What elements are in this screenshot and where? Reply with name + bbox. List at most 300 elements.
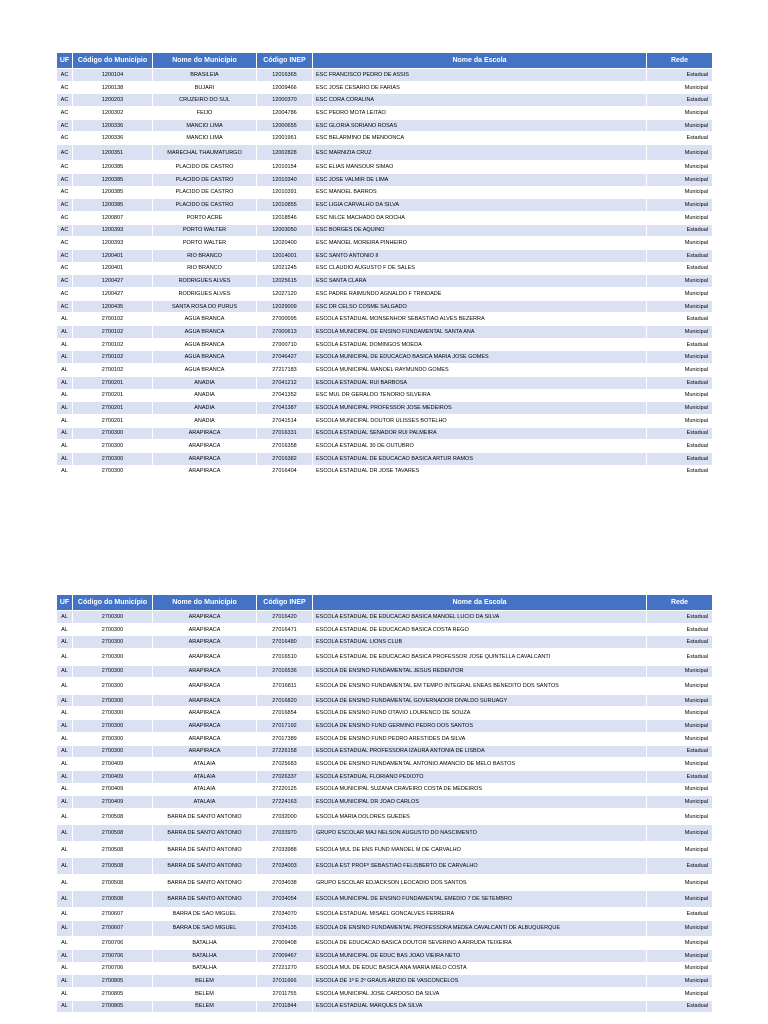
cell-uf: AL bbox=[57, 465, 73, 478]
cell-codigo-inep: 27041352 bbox=[257, 389, 313, 402]
cell-rede: Municipal bbox=[647, 145, 713, 161]
cell-nome-municipio: ANADIA bbox=[153, 414, 257, 427]
cell-nome-municipio: ARAPIRACA bbox=[153, 440, 257, 453]
cell-rede: Municipal bbox=[647, 186, 713, 199]
cell-rede: Estadual bbox=[647, 132, 713, 145]
cell-codigo-inep: 27032000 bbox=[257, 808, 313, 825]
cell-rede: Estadual bbox=[647, 313, 713, 326]
cell-codigo-inep: 27016854 bbox=[257, 707, 313, 720]
cell-nome-escola: ESCOLA DE ENSINO FUNDAMENTAL PROFESSORA MEDEA CAVALCANTI DE ALBUQUERQUE bbox=[313, 920, 647, 937]
table-row bbox=[57, 465, 713, 478]
cell-nome-municipio: ARAPIRACA bbox=[153, 678, 257, 695]
cell-uf: AL bbox=[57, 907, 73, 920]
cell-nome-escola: ESC ELIAS MANSOUR SIMAO bbox=[313, 161, 647, 174]
table-row bbox=[57, 758, 713, 771]
cell-codigo-municipio: 2700102 bbox=[73, 351, 153, 364]
cell-rede: Municipal bbox=[647, 300, 713, 313]
cell-nome-municipio: BARRA DE SANTO ANTONIO bbox=[153, 825, 257, 842]
cell-nome-municipio: BELEM bbox=[153, 1000, 257, 1013]
cell-codigo-inep: 27011844 bbox=[257, 1000, 313, 1013]
table-row bbox=[57, 199, 713, 212]
cell-codigo-inep: 12010154 bbox=[257, 161, 313, 174]
cell-nome-municipio: PLACIDO DE CASTRO bbox=[153, 161, 257, 174]
cell-uf: AL bbox=[57, 874, 73, 891]
header-nome-municipio: Nome do Município bbox=[153, 595, 257, 611]
cell-rede: Municipal bbox=[647, 808, 713, 825]
cell-uf: AL bbox=[57, 402, 73, 415]
cell-nome-municipio: AGUA BRANCA bbox=[153, 326, 257, 339]
cell-codigo-municipio: 2700300 bbox=[73, 611, 153, 624]
cell-nome-municipio: ARAPIRACA bbox=[153, 623, 257, 636]
cell-uf: AC bbox=[57, 161, 73, 174]
cell-nome-municipio: ANADIA bbox=[153, 402, 257, 415]
cell-nome-escola: ESCOLA MUNICIPAL DE EDUCACAO BASICA MARIA JOSE GOMES bbox=[313, 351, 647, 364]
table-row bbox=[57, 300, 713, 313]
cell-codigo-inep: 12010391 bbox=[257, 186, 313, 199]
cell-codigo-municipio: 1200302 bbox=[73, 107, 153, 120]
cell-nome-escola: ESC DR CELSO COSME SALGADO bbox=[313, 300, 647, 313]
cell-codigo-inep: 27000710 bbox=[257, 338, 313, 351]
cell-nome-escola: ESC BELARMINO DE MENDONCA bbox=[313, 132, 647, 145]
cell-nome-escola: ESC MANOEL BARROS bbox=[313, 186, 647, 199]
cell-codigo-municipio: 2700409 bbox=[73, 758, 153, 771]
cell-nome-municipio: RIO BRANCO bbox=[153, 262, 257, 275]
cell-codigo-municipio: 2700201 bbox=[73, 414, 153, 427]
cell-nome-municipio: ARAPIRACA bbox=[153, 649, 257, 666]
cell-nome-municipio: BARRA DE SANTO ANTONIO bbox=[153, 858, 257, 875]
cell-uf: AC bbox=[57, 107, 73, 120]
cell-nome-escola: ESC FRANCISCO PEDRO DE ASSIS bbox=[313, 69, 647, 82]
cell-uf: AL bbox=[57, 858, 73, 875]
cell-codigo-inep: 12010340 bbox=[257, 173, 313, 186]
cell-codigo-municipio: 2700409 bbox=[73, 783, 153, 796]
table-row bbox=[57, 962, 713, 975]
cell-uf: AC bbox=[57, 69, 73, 82]
cell-nome-municipio: CRUZEIRO DO SUL bbox=[153, 94, 257, 107]
cell-codigo-inep: 12009466 bbox=[257, 81, 313, 94]
cell-codigo-municipio: 2700300 bbox=[73, 623, 153, 636]
cell-uf: AL bbox=[57, 364, 73, 377]
table-row bbox=[57, 732, 713, 745]
cell-codigo-municipio: 2700607 bbox=[73, 907, 153, 920]
cell-rede: Municipal bbox=[647, 962, 713, 975]
cell-nome-municipio: BELEM bbox=[153, 987, 257, 1000]
cell-codigo-municipio: 2700300 bbox=[73, 649, 153, 666]
cell-nome-municipio: ARAPIRACA bbox=[153, 720, 257, 733]
cell-codigo-municipio: 2700508 bbox=[73, 841, 153, 858]
cell-nome-escola: ESC JOSE CESARIO DE FARIAS bbox=[313, 81, 647, 94]
cell-codigo-inep: 27016420 bbox=[257, 611, 313, 624]
cell-nome-escola: GRUPO ESCOLAR MAJ NELSON AUGUSTO DO NASCIMENTO bbox=[313, 825, 647, 842]
cell-codigo-inep: 27011755 bbox=[257, 987, 313, 1000]
cell-codigo-inep: 27016331 bbox=[257, 427, 313, 440]
table-row bbox=[57, 81, 713, 94]
table-row bbox=[57, 275, 713, 288]
cell-rede: Estadual bbox=[647, 262, 713, 275]
table-row bbox=[57, 389, 713, 402]
cell-rede: Municipal bbox=[647, 920, 713, 937]
cell-nome-municipio: PLACIDO DE CASTRO bbox=[153, 186, 257, 199]
cell-nome-escola: ESCOLA ESTADUAL RUI BARBOSA bbox=[313, 376, 647, 389]
cell-codigo-municipio: 1200807 bbox=[73, 211, 153, 224]
cell-codigo-inep: 27026337 bbox=[257, 770, 313, 783]
cell-codigo-municipio: 1200385 bbox=[73, 199, 153, 212]
cell-nome-escola: ESCOLA ESTADUAL DE EDUCACAO BASICA PROFESSOR JOSE QUINTELLA CAVALCANTI bbox=[313, 649, 647, 666]
cell-nome-escola: ESC GLORIA SORIANO ROSAS bbox=[313, 119, 647, 132]
table-row bbox=[57, 440, 713, 453]
cell-rede: Estadual bbox=[647, 452, 713, 465]
cell-codigo-inep: 27033988 bbox=[257, 841, 313, 858]
cell-rede: Municipal bbox=[647, 720, 713, 733]
cell-rede: Estadual bbox=[647, 611, 713, 624]
cell-nome-escola: ESC PADRE RAIMUNDO AGNALDO F TRINDADE bbox=[313, 288, 647, 301]
cell-uf: AL bbox=[57, 338, 73, 351]
cell-nome-municipio: BATALHA bbox=[153, 937, 257, 950]
cell-codigo-municipio: 2700300 bbox=[73, 720, 153, 733]
cell-codigo-inep: 12029009 bbox=[257, 300, 313, 313]
table-row bbox=[57, 132, 713, 145]
cell-rede: Estadual bbox=[647, 376, 713, 389]
cell-codigo-municipio: 2700706 bbox=[73, 962, 153, 975]
cell-codigo-municipio: 2700102 bbox=[73, 364, 153, 377]
table-row bbox=[57, 783, 713, 796]
header-nome-escola: Nome da Escola bbox=[313, 595, 647, 611]
table-row bbox=[57, 920, 713, 937]
cell-codigo-municipio: 1200104 bbox=[73, 69, 153, 82]
cell-nome-escola: ESCOLA MUNICIPAL JOSE CARDOSO DA SILVA bbox=[313, 987, 647, 1000]
cell-uf: AL bbox=[57, 623, 73, 636]
table-row bbox=[57, 611, 713, 624]
cell-rede: Estadual bbox=[647, 649, 713, 666]
cell-nome-escola: ESCOLA ESTADUAL DE EDUCACAO BASICA ARTUR RAMOS bbox=[313, 452, 647, 465]
cell-nome-municipio: AGUA BRANCA bbox=[153, 351, 257, 364]
table-row bbox=[57, 770, 713, 783]
cell-uf: AL bbox=[57, 732, 73, 745]
cell-uf: AL bbox=[57, 313, 73, 326]
cell-nome-municipio: BUJARI bbox=[153, 81, 257, 94]
table-row bbox=[57, 1000, 713, 1013]
header-rede: Rede bbox=[647, 53, 713, 69]
table-row bbox=[57, 975, 713, 988]
cell-nome-municipio: MANCIO LIMA bbox=[153, 132, 257, 145]
cell-nome-municipio: BARRA DE SANTO ANTONIO bbox=[153, 841, 257, 858]
cell-codigo-municipio: 2700409 bbox=[73, 796, 153, 809]
cell-nome-municipio: SANTA ROSA DO PURUS bbox=[153, 300, 257, 313]
table-row bbox=[57, 224, 713, 237]
table-row bbox=[57, 891, 713, 908]
cell-codigo-municipio: 2700300 bbox=[73, 427, 153, 440]
cell-nome-municipio: ARAPIRACA bbox=[153, 732, 257, 745]
cell-rede: Municipal bbox=[647, 732, 713, 745]
cell-rede: Municipal bbox=[647, 402, 713, 415]
cell-nome-municipio: ARAPIRACA bbox=[153, 745, 257, 758]
cell-nome-municipio: ANADIA bbox=[153, 376, 257, 389]
cell-uf: AL bbox=[57, 389, 73, 402]
cell-uf: AL bbox=[57, 452, 73, 465]
cell-codigo-inep: 27017389 bbox=[257, 732, 313, 745]
cell-nome-municipio: ANADIA bbox=[153, 389, 257, 402]
cell-uf: AL bbox=[57, 665, 73, 678]
cell-codigo-municipio: 1200385 bbox=[73, 161, 153, 174]
cell-codigo-inep: 27016510 bbox=[257, 649, 313, 666]
cell-uf: AL bbox=[57, 611, 73, 624]
cell-nome-escola: ESCOLA ESTADUAL DR JOSE TAVARES bbox=[313, 465, 647, 478]
cell-nome-escola: ESCOLA MUL DE ENS FUND MANOEL M DE CARVALHO bbox=[313, 841, 647, 858]
cell-nome-municipio: BARRA DE SAO MIGUEL bbox=[153, 907, 257, 920]
cell-uf: AC bbox=[57, 224, 73, 237]
cell-codigo-municipio: 2700607 bbox=[73, 920, 153, 937]
cell-uf: AC bbox=[57, 199, 73, 212]
cell-nome-escola: ESC MARNIZIA CRUZ bbox=[313, 145, 647, 161]
cell-codigo-inep: 27034054 bbox=[257, 891, 313, 908]
table-row bbox=[57, 427, 713, 440]
cell-nome-municipio: ARAPIRACA bbox=[153, 427, 257, 440]
cell-codigo-inep: 27034003 bbox=[257, 858, 313, 875]
cell-codigo-inep: 27009408 bbox=[257, 937, 313, 950]
cell-nome-municipio: BARRA DE SANTO ANTONIO bbox=[153, 891, 257, 908]
cell-uf: AC bbox=[57, 81, 73, 94]
cell-rede: Municipal bbox=[647, 199, 713, 212]
cell-nome-municipio: PORTO WALTER bbox=[153, 237, 257, 250]
cell-uf: AL bbox=[57, 678, 73, 695]
cell-nome-escola: GRUPO ESCOLAR EDJACKSON LEOCADIO DOS SANTOS bbox=[313, 874, 647, 891]
cell-codigo-inep: 27011666 bbox=[257, 975, 313, 988]
cell-codigo-municipio: 1200203 bbox=[73, 94, 153, 107]
cell-rede: Municipal bbox=[647, 665, 713, 678]
cell-uf: AL bbox=[57, 783, 73, 796]
table-row bbox=[57, 678, 713, 695]
table-row bbox=[57, 237, 713, 250]
cell-nome-municipio: RIO BRANCO bbox=[153, 249, 257, 262]
cell-nome-municipio: ARAPIRACA bbox=[153, 611, 257, 624]
cell-codigo-inep: 27016820 bbox=[257, 694, 313, 707]
cell-rede: Estadual bbox=[647, 249, 713, 262]
cell-codigo-municipio: 2700102 bbox=[73, 313, 153, 326]
header-codigo-inep: Código INEP bbox=[257, 53, 313, 69]
cell-nome-municipio: ATALAIA bbox=[153, 770, 257, 783]
cell-nome-municipio: BARRA DE SANTO ANTONIO bbox=[153, 874, 257, 891]
cell-uf: AL bbox=[57, 649, 73, 666]
cell-codigo-inep: 27017192 bbox=[257, 720, 313, 733]
cell-uf: AL bbox=[57, 796, 73, 809]
cell-codigo-inep: 12016365 bbox=[257, 69, 313, 82]
table-row bbox=[57, 94, 713, 107]
header-codigo-municipio: Código do Município bbox=[73, 595, 153, 611]
cell-uf: AC bbox=[57, 262, 73, 275]
cell-rede: Municipal bbox=[647, 107, 713, 120]
table-row bbox=[57, 186, 713, 199]
cell-nome-escola: ESCOLA DE 1º E 2º GRAUS ARIZIO DE VASCONCELOS bbox=[313, 975, 647, 988]
cell-codigo-municipio: 2700300 bbox=[73, 452, 153, 465]
cell-nome-municipio: BATALHA bbox=[153, 949, 257, 962]
cell-nome-escola: ESC MANOEL MOREIRA PINHEIRO bbox=[313, 237, 647, 250]
table-row bbox=[57, 636, 713, 649]
header-nome-municipio: Nome do Município bbox=[153, 53, 257, 69]
cell-rede: Municipal bbox=[647, 949, 713, 962]
cell-rede: Municipal bbox=[647, 694, 713, 707]
cell-rede: Estadual bbox=[647, 338, 713, 351]
table-row bbox=[57, 288, 713, 301]
cell-nome-municipio: AGUA BRANCA bbox=[153, 313, 257, 326]
cell-rede: Municipal bbox=[647, 937, 713, 950]
cell-codigo-municipio: 1200336 bbox=[73, 132, 153, 145]
cell-uf: AL bbox=[57, 841, 73, 858]
cell-codigo-municipio: 2700300 bbox=[73, 465, 153, 478]
cell-rede: Estadual bbox=[647, 745, 713, 758]
cell-codigo-inep: 27217183 bbox=[257, 364, 313, 377]
cell-nome-escola: ESCOLA ESTADUAL DOMINGOS MOEDA bbox=[313, 338, 647, 351]
cell-codigo-municipio: 1200427 bbox=[73, 275, 153, 288]
cell-nome-escola: ESCOLA DE ENSINO FUND GERMINO PEDRO DOS SANTOS bbox=[313, 720, 647, 733]
table-row bbox=[57, 907, 713, 920]
schools-table-1 bbox=[56, 52, 713, 478]
cell-codigo-municipio: 2700300 bbox=[73, 732, 153, 745]
cell-nome-municipio: AGUA BRANCA bbox=[153, 364, 257, 377]
cell-uf: AL bbox=[57, 758, 73, 771]
cell-codigo-inep: 27221270 bbox=[257, 962, 313, 975]
cell-nome-escola: ESCOLA ESTADUAL MISAEL GONCALVES FERREIRA bbox=[313, 907, 647, 920]
cell-codigo-inep: 12002828 bbox=[257, 145, 313, 161]
cell-uf: AC bbox=[57, 249, 73, 262]
cell-rede: Municipal bbox=[647, 874, 713, 891]
cell-codigo-municipio: 2700300 bbox=[73, 665, 153, 678]
cell-rede: Municipal bbox=[647, 796, 713, 809]
cell-uf: AL bbox=[57, 414, 73, 427]
cell-nome-municipio: MARECHAL THAUMATURGO bbox=[153, 145, 257, 161]
cell-uf: AL bbox=[57, 949, 73, 962]
cell-nome-escola: ESC JOSE VALMIR DE LIMA bbox=[313, 173, 647, 186]
cell-nome-municipio: FEIJO bbox=[153, 107, 257, 120]
cell-nome-escola: ESCOLA DE ENSINO FUNDAMENTAL JESUS REDENTOR bbox=[313, 665, 647, 678]
cell-codigo-municipio: 2700102 bbox=[73, 338, 153, 351]
cell-nome-municipio: BATALHA bbox=[153, 962, 257, 975]
cell-nome-escola: ESCOLA DE ENSINO FUNDAMENTAL GOVERNADOR DIVALDO SURUAGY bbox=[313, 694, 647, 707]
cell-rede: Estadual bbox=[647, 623, 713, 636]
cell-rede: Municipal bbox=[647, 326, 713, 339]
cell-codigo-inep: 27226158 bbox=[257, 745, 313, 758]
header-uf: UF bbox=[57, 53, 73, 69]
cell-codigo-inep: 27041387 bbox=[257, 402, 313, 415]
cell-codigo-municipio: 2700409 bbox=[73, 770, 153, 783]
cell-rede: Estadual bbox=[647, 858, 713, 875]
cell-uf: AC bbox=[57, 132, 73, 145]
cell-uf: AL bbox=[57, 636, 73, 649]
cell-uf: AC bbox=[57, 145, 73, 161]
cell-rede: Estadual bbox=[647, 770, 713, 783]
cell-nome-municipio: PORTO ACRE bbox=[153, 211, 257, 224]
cell-uf: AL bbox=[57, 720, 73, 733]
table-row bbox=[57, 211, 713, 224]
table-row bbox=[57, 987, 713, 1000]
cell-rede: Municipal bbox=[647, 351, 713, 364]
cell-rede: Municipal bbox=[647, 173, 713, 186]
cell-rede: Estadual bbox=[647, 224, 713, 237]
cell-codigo-inep: 12018546 bbox=[257, 211, 313, 224]
cell-rede: Municipal bbox=[647, 119, 713, 132]
cell-nome-municipio: BARRA DE SAO MIGUEL bbox=[153, 920, 257, 937]
cell-uf: AL bbox=[57, 891, 73, 908]
cell-nome-escola: ESCOLA MUNICIPAL DE EDUC BAS JOAO VIEIRA NETO bbox=[313, 949, 647, 962]
cell-rede: Estadual bbox=[647, 907, 713, 920]
cell-codigo-municipio: 1200393 bbox=[73, 237, 153, 250]
table-row bbox=[57, 874, 713, 891]
cell-rede: Municipal bbox=[647, 288, 713, 301]
cell-codigo-inep: 27033970 bbox=[257, 825, 313, 842]
cell-codigo-inep: 27220125 bbox=[257, 783, 313, 796]
cell-rede: Municipal bbox=[647, 841, 713, 858]
cell-nome-escola: ESCOLA ESTADUAL MONSENHOR SEBASTIAO ALVES BEZERRA bbox=[313, 313, 647, 326]
cell-nome-escola: ESCOLA MUNICIPAL MANOEL RAYMUNDO GOMES bbox=[313, 364, 647, 377]
cell-uf: AL bbox=[57, 825, 73, 842]
cell-codigo-inep: 27009467 bbox=[257, 949, 313, 962]
cell-codigo-municipio: 1200401 bbox=[73, 249, 153, 262]
cell-nome-municipio: BRASILEIA bbox=[153, 69, 257, 82]
cell-nome-escola: ESCOLA ESTADUAL FLORIANO PEIXOTO bbox=[313, 770, 647, 783]
cell-uf: AL bbox=[57, 975, 73, 988]
cell-rede: Municipal bbox=[647, 707, 713, 720]
cell-nome-municipio: RODRIGUES ALVES bbox=[153, 275, 257, 288]
cell-codigo-municipio: 2700300 bbox=[73, 636, 153, 649]
table-row bbox=[57, 858, 713, 875]
cell-codigo-municipio: 1200336 bbox=[73, 119, 153, 132]
cell-rede: Estadual bbox=[647, 69, 713, 82]
cell-codigo-inep: 12000370 bbox=[257, 94, 313, 107]
cell-codigo-inep: 27046427 bbox=[257, 351, 313, 364]
cell-nome-municipio: MANCIO LIMA bbox=[153, 119, 257, 132]
cell-nome-escola: ESC MUL DR GERALDO TENORIO SILVEIRA bbox=[313, 389, 647, 402]
cell-nome-escola: ESCOLA DE ENSINO FUND PEDRO ARESTIDES DA SILVA bbox=[313, 732, 647, 745]
cell-codigo-inep: 12020400 bbox=[257, 237, 313, 250]
cell-rede: Municipal bbox=[647, 891, 713, 908]
table-row bbox=[57, 338, 713, 351]
cell-codigo-inep: 12004786 bbox=[257, 107, 313, 120]
cell-nome-escola: ESCOLA ESTADUAL 30 DE OUTUBRO bbox=[313, 440, 647, 453]
cell-rede: Municipal bbox=[647, 237, 713, 250]
cell-nome-municipio: ATALAIA bbox=[153, 796, 257, 809]
cell-codigo-inep: 27016404 bbox=[257, 465, 313, 478]
header-codigo-municipio: Código do Município bbox=[73, 53, 153, 69]
cell-rede: Municipal bbox=[647, 678, 713, 695]
cell-codigo-inep: 12014001 bbox=[257, 249, 313, 262]
cell-nome-escola: ESCOLA MUL DE EDUC BASICA ANA MARIA MELO COSTA bbox=[313, 962, 647, 975]
cell-uf: AC bbox=[57, 275, 73, 288]
cell-codigo-municipio: 1200401 bbox=[73, 262, 153, 275]
cell-nome-escola: ESCOLA ESTADUAL SENADOR RUI PALMEIRA bbox=[313, 427, 647, 440]
header-rede: Rede bbox=[647, 595, 713, 611]
cell-codigo-inep: 27034038 bbox=[257, 874, 313, 891]
cell-uf: AL bbox=[57, 326, 73, 339]
cell-nome-escola: ESC PEDRO MOTA LEITAO bbox=[313, 107, 647, 120]
cell-nome-escola: ESC BORGES DE AQUINO bbox=[313, 224, 647, 237]
cell-codigo-municipio: 2700201 bbox=[73, 389, 153, 402]
cell-rede: Municipal bbox=[647, 783, 713, 796]
cell-uf: AL bbox=[57, 770, 73, 783]
table-row bbox=[57, 107, 713, 120]
cell-rede: Municipal bbox=[647, 975, 713, 988]
cell-codigo-municipio: 2700201 bbox=[73, 402, 153, 415]
cell-codigo-municipio: 2700805 bbox=[73, 1000, 153, 1013]
cell-nome-escola: ESCOLA MUNICIPAL SUZANA CRAVEIRO COSTA DE MEDEIROS bbox=[313, 783, 647, 796]
cell-nome-escola: ESC NILCE MACHADO DA ROCHA bbox=[313, 211, 647, 224]
cell-codigo-municipio: 2700508 bbox=[73, 825, 153, 842]
cell-nome-municipio: RODRIGUES ALVES bbox=[153, 288, 257, 301]
cell-nome-escola: ESCOLA DE EDUCACAO BASICA DOUTOR SEVERINO A ARRUDA TEIXEIRA bbox=[313, 937, 647, 950]
cell-codigo-inep: 27000613 bbox=[257, 326, 313, 339]
cell-nome-escola: ESCOLA MUNICIPAL DR JOAO CARLOS bbox=[313, 796, 647, 809]
cell-nome-escola: ESCOLA EST PROFº SEBASTIAO FELISBERTO DE CARVALHO bbox=[313, 858, 647, 875]
cell-nome-escola: ESCOLA ESTADUAL DE EDUCACAO BASICA COSTA REGO bbox=[313, 623, 647, 636]
cell-uf: AL bbox=[57, 707, 73, 720]
